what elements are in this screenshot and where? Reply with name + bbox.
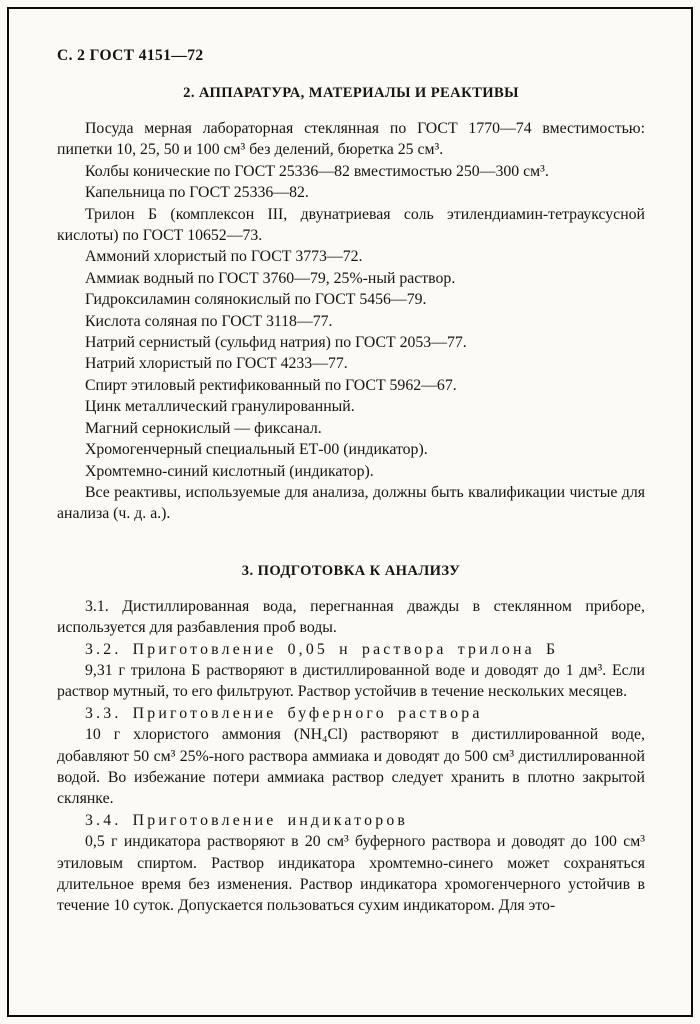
paragraph: Спирт этиловый ректификованный по ГОСТ 5962—67. — [85, 376, 457, 394]
section-body — [57, 118, 645, 525]
paragraph: 10 г хлористого аммония (NH₄Cl) растворяют в дистиллированной воде, добавляют 50 см³ 25%-ного раствора аммиака и доводят до 500 см³ дистиллированной водой. Во избежание потери аммиака раствор следует хранить в плотно закрытой склянке. — [57, 726, 645, 808]
paragraph: 9,31 г трилона Б растворяют в дистиллированной воде и доводят до 1 дм³. Если раствор мутный, то его фильтруют. Раствор устойчив в течение нескольких месяцев. — [57, 661, 645, 701]
document-content — [9, 9, 691, 967]
document-section — [57, 563, 645, 917]
document-section — [57, 85, 645, 525]
paragraph: Аммиак водный по ГОСТ 3760—79, 25%-ный раствор. — [85, 269, 456, 287]
paragraph: Посуда мерная лабораторная стеклянная по ГОСТ 1770—74 вместимостью: пипетки 10, 25, 50 и 100 см³ без делений, бюретка 25 см³. — [57, 120, 645, 159]
paragraph: 3.4. Приготовление индикаторов — [85, 811, 409, 829]
paragraph: Аммоний хлористый по ГОСТ 3773—72. — [85, 248, 363, 266]
paragraph: 3.2. Приготовление 0,05 н раствора трилона Б — [85, 640, 559, 658]
paragraph: 0,5 г индикатора растворяют в 20 см³ буферного раствора и доводят до 100 см³ этиловым спиртом. Раствор индикатора хромтемно-синего может сохраняться длительное время без изменения. Раствор индикатора хромогенчерного устойчив в течение 10 суток. Допускается пользоваться сухим индикатором. Для это- — [57, 833, 645, 915]
paragraph: Натрий хлористый по ГОСТ 4233—77. — [85, 355, 348, 373]
paragraph: Гидроксиламин солянокислый по ГОСТ 5456—79. — [85, 291, 427, 309]
section-heading: 2. АППАРАТУРА, МАТЕРИАЛЫ И РЕАКТИВЫ — [183, 85, 519, 101]
paragraph: Все реактивы, используемые для анализа, должны быть квалификации чистые для анализа (ч. д. а.). — [57, 483, 645, 523]
paragraph: Кислота соляная по ГОСТ 3118—77. — [85, 312, 333, 330]
paragraph: 3.3. Приготовление буферного раствора — [85, 704, 483, 722]
paragraph: Натрий сернистый (сульфид натрия) по ГОСТ 2053—77. — [85, 334, 467, 352]
paragraph: Магний сернокислый — фиксанал. — [85, 419, 322, 437]
paragraph: Хромтемно-синий кислотный (индикатор). — [85, 462, 374, 480]
page-header: С. 2 ГОСТ 4151—72 — [57, 47, 204, 64]
section-heading: 3. ПОДГОТОВКА К АНАЛИЗУ — [241, 562, 461, 579]
paragraph: Хромогенчерный специальный ЕТ-00 (индикатор). — [85, 441, 428, 459]
sections-container — [57, 85, 645, 917]
paragraph: 3.1. Дистиллированная вода, перегнанная дважды в стеклянном приборе, используется для разбавления проб воды. — [57, 597, 645, 637]
page-border — [7, 7, 693, 1017]
paragraph: Колбы конические по ГОСТ 25336—82 вместимостью 250—300 см³. — [85, 162, 549, 180]
paragraph: Трилон Б (комплексон III, двунатриевая соль этилендиамин-тетрауксусной кислоты) по ГОСТ 10652—73. — [57, 205, 645, 245]
paragraph: Цинк металлический гранулированный. — [85, 398, 355, 416]
section-body — [57, 596, 645, 917]
paragraph: Капельница по ГОСТ 25336—82. — [85, 184, 309, 202]
